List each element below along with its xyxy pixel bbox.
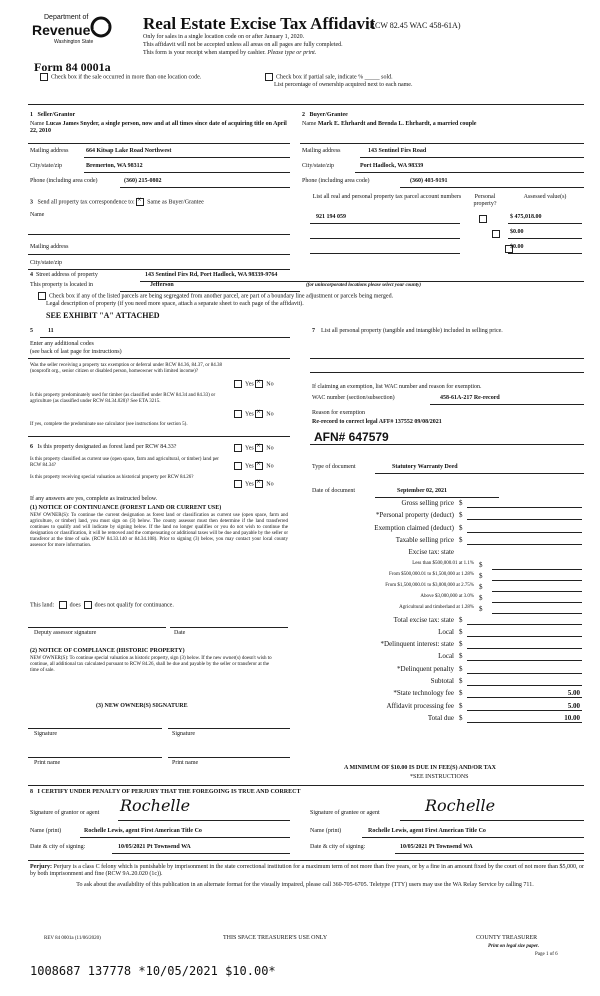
- county-treasurer-label: COUNTY TREASURER: [476, 935, 538, 941]
- fee-row: [312, 511, 582, 521]
- fee-label: Total excise tax: state: [393, 615, 454, 624]
- fee-entry-line: [467, 544, 582, 545]
- fee-label: Gross selling price: [401, 499, 454, 507]
- buyer-city-label: City/state/zip: [302, 163, 334, 169]
- this-land-label: This land:: [30, 602, 55, 609]
- fee-label: *State technology fee: [393, 689, 454, 698]
- legal-description-label: Legal description of property (if you need more space, attach a separate sheet to each page of the affidavit).: [46, 301, 304, 307]
- timber-no-checkbox[interactable]: [255, 410, 263, 418]
- timber-yes-checkbox[interactable]: [234, 410, 242, 418]
- ownership-percentage-note: List percentage of ownership acquired next to each name.: [274, 82, 413, 88]
- header-note-1: Only for sales in a single location code on or after January 1, 2020.: [143, 34, 305, 40]
- seller-mailing-label: Mailing address: [30, 148, 69, 154]
- fee-dollar-sign: $: [459, 499, 463, 507]
- see-last-page: (see back of last page for instructions): [30, 349, 122, 355]
- grantor-print-name[interactable]: Rochelle Lewis, agent First American Title Co: [84, 828, 202, 834]
- fee-row: [312, 628, 582, 638]
- header-note-3-italic: Please type or print.: [267, 50, 317, 56]
- fee-entry-line: [467, 710, 582, 711]
- document-date[interactable]: September 02, 2021: [397, 488, 448, 494]
- buyer-mailing-label: Mailing address: [302, 148, 341, 154]
- fee-dollar-sign: $: [459, 523, 463, 532]
- section8-number: 8: [30, 789, 33, 795]
- grantor-signature: Rochelle: [120, 796, 191, 815]
- historic-yes-no[interactable]: [234, 480, 274, 488]
- fee-entry-line: [467, 660, 582, 661]
- fee-label: Less than $500,000.01 at 1.1%: [412, 560, 474, 566]
- exemption-no-label: No: [266, 381, 274, 388]
- buyer-mailing[interactable]: 143 Sentinel Firs Road: [368, 148, 427, 154]
- fee-dollar-sign: $: [459, 677, 463, 685]
- historic-no-checkbox[interactable]: [255, 480, 263, 488]
- section5-number: 5: [30, 328, 33, 334]
- forest-question: Is this property designated as forest land per RCW 84.33?: [37, 444, 177, 450]
- seller-name: Lucas James Snyder, a single person, now and at all times since date of acquiring title on April 22, 2010: [30, 121, 287, 134]
- fee-row: [312, 714, 582, 724]
- fee-dollar-sign: $: [479, 593, 483, 602]
- grantee-date-city[interactable]: 10/05/2021 Pt Townsend WA: [400, 844, 473, 850]
- historic-yes-checkbox[interactable]: [234, 480, 242, 488]
- forest-yes-checkbox[interactable]: [234, 444, 242, 452]
- grantor-date-label: Date & city of signing:: [30, 844, 86, 850]
- fee-dollar-sign: $: [459, 652, 463, 661]
- fee-label: Above $3,000,000 at 3.0%: [420, 593, 474, 599]
- dor-logo-revenue: Revenue: [32, 22, 91, 38]
- grantee-signature: Rochelle: [425, 796, 496, 815]
- fee-entry-line: [492, 613, 582, 614]
- notice-continuance-body: NEW OWNER(S): To continue the current designation as forest land or classification as current use (open space, farm and agriculture, or timber) land, you must sign on (3) below. The county assessor must then determine if the land transferred continues to qualify and will indicate by signing below. If the land no longer qualifies or you do not wish to continue the designation or classification, it will be removed and the compensating or additional taxes will be due and payable by the seller or transferor at the time of sale. (RCW 84.33.140 or 84.34.108). Prior to signing (3) below, you may contact your local county assessor for more information.: [30, 513, 288, 548]
- document-type-label: Type of document: [312, 464, 356, 470]
- section7-number: 7: [312, 328, 315, 334]
- parcel-header-personal: Personal property?: [473, 194, 497, 207]
- new-owner-signature-title: (3) NEW OWNER(S) SIGNATURE: [96, 703, 188, 709]
- section5-code[interactable]: 11: [48, 328, 54, 334]
- fee-label: Taxable selling price: [395, 535, 454, 544]
- fee-row: [312, 536, 582, 546]
- fee-entry-line: [492, 602, 582, 603]
- corr-mailing-label: Mailing address: [30, 244, 69, 250]
- wac-number-label: WAC number (section/subsection): [312, 395, 395, 401]
- fee-label: Excise tax: state: [408, 548, 454, 557]
- alternate-format-note: To ask about the availability of this publication in an alternate format for the visually impaired, please call 360-705-6705. Teletype (TTY) users may use the WA Relay Service by calling 711.: [76, 882, 534, 888]
- exemption-reason-label: Reason for exemption: [312, 410, 365, 416]
- county-note-text: (for unincorporated locations please select your county): [306, 283, 421, 288]
- fee-row: [312, 689, 582, 699]
- exemption-wac-intro: If claiming an exemption, list WAC number and reason for exemption.: [312, 384, 482, 390]
- segregated-checkbox[interactable]: [38, 292, 46, 300]
- property-address-row: [30, 272, 98, 279]
- exemption-no-checkbox[interactable]: [255, 380, 263, 388]
- timber-yes-no[interactable]: [234, 410, 274, 418]
- correspondence-row: [30, 198, 204, 206]
- multi-location-checkbox-row[interactable]: [40, 73, 201, 81]
- partial-sale-suffix: sold.: [381, 74, 393, 81]
- fee-label: From $1,500,000.01 to $3,000,000 at 2.75%: [385, 582, 474, 588]
- notice-compliance-title: (2) NOTICE OF COMPLIANCE (HISTORIC PROPERTY): [30, 648, 185, 654]
- dor-logo-swirl-icon: [90, 16, 112, 38]
- seller-name-label: Name: [30, 121, 45, 127]
- fee-row: [312, 652, 582, 662]
- exhibit-a-note: SEE EXHIBIT "A" ATTACHED: [46, 311, 160, 320]
- buyer-name: Mark E. Ehrhardt and Brenda L. Ehrhardt, a married couple: [317, 121, 477, 127]
- parcel-header-accounts: List all real and personal property tax parcel account numbers: [312, 194, 462, 200]
- perjury-text: Perjury is a class C felony which is punishable by imprisonment in the state correctional institution for a maximum term of not more than five years, or by a fine in an amount fixed by the court of not more than $5,000, or by both imprisonment and fine (RCW 9A.20.020 (1c)).: [30, 864, 585, 877]
- exemption-yes-no[interactable]: [234, 380, 274, 388]
- fee-entry-line: [492, 569, 582, 570]
- buyer-name-field[interactable]: [302, 121, 582, 128]
- same-as-buyer-checkbox[interactable]: [136, 198, 144, 206]
- page-number: Page 1 of 6: [535, 952, 558, 957]
- fee-label: *Delinquent penalty: [397, 664, 454, 673]
- fee-label: Exemption claimed (deduct): [374, 523, 454, 532]
- buyer-phone[interactable]: (360) 403-9191: [410, 178, 448, 184]
- fee-row: [312, 605, 582, 615]
- fee-entry-line: [467, 532, 582, 533]
- fee-entry-line: [467, 697, 582, 698]
- current-use-yes-label: Yes: [245, 463, 254, 470]
- additional-codes-label: Enter any additional codes: [30, 341, 94, 347]
- forest-yes-label: Yes: [245, 445, 254, 452]
- fee-label: *Personal property (deduct): [375, 511, 454, 520]
- perjury-label: Perjury:: [30, 864, 52, 870]
- parcel-row-2-personal-checkbox[interactable]: [492, 230, 500, 238]
- grantee-print-name[interactable]: Rochelle Lewis, agent First American Title Co: [368, 828, 486, 834]
- parcel-row-1-personal-checkbox[interactable]: [479, 215, 487, 223]
- current-use-no-checkbox[interactable]: [255, 462, 263, 470]
- exemption-reason[interactable]: Re-record to correct legal AFF# 137552 09/08/2021: [312, 419, 442, 425]
- fee-dollar-sign: $: [459, 664, 463, 673]
- owner-signature-label-2: Signature: [172, 731, 195, 737]
- land-does-label: does: [69, 602, 81, 609]
- fee-dollar-sign: $: [459, 713, 463, 722]
- seller-name-field[interactable]: [30, 121, 290, 135]
- fee-entry-line: [467, 685, 582, 686]
- minimum-fee-note: A MINIMUM OF $10.00 IS DUE IN FEE(S) AND/OR TAX: [344, 765, 496, 771]
- fee-row: [312, 572, 582, 582]
- fee-row: [312, 583, 582, 593]
- current-use-yes-checkbox[interactable]: [234, 462, 242, 470]
- fee-label: Local: [438, 627, 454, 636]
- county-note: [306, 283, 421, 289]
- form-number: Form 84 0001a: [34, 60, 111, 74]
- dor-logo-dept: Department of: [44, 14, 89, 21]
- certify-row: [30, 789, 300, 796]
- deputy-date-label: Date: [174, 630, 186, 636]
- form-title: Real Estate Excise Tax Affidavit: [143, 14, 376, 33]
- seller-city[interactable]: Bremerton, WA 98312: [86, 163, 143, 169]
- corr-name-label: Name: [30, 212, 45, 218]
- fee-row: [312, 524, 582, 534]
- partial-sale-checkbox-row[interactable]: Check box if partial sale, indicate % _____ sold.: [265, 73, 393, 81]
- dor-logo: [32, 14, 116, 54]
- land-does-checkbox[interactable]: [59, 601, 67, 609]
- timber-question: Is this property predominately used for timber (as classified under RCW 84.34 and 84.33) or agriculture (as classified under RCW 84.34.020)? See ETA 3215.: [30, 393, 216, 404]
- current-use-question: Is this property classified as current use (open space, farm and agricultural, or timber) land per RCW 84.34?: [30, 457, 219, 468]
- fee-row: [312, 561, 582, 571]
- buyer-number: 2: [302, 112, 305, 118]
- fee-entry-line: [467, 507, 582, 508]
- fee-row: [312, 616, 582, 626]
- personal-property-row: [312, 328, 582, 335]
- if-yes-note: If any answers are yes, complete as instructed below.: [30, 496, 158, 502]
- property-address-label: Street address of property: [36, 272, 98, 278]
- partial-sale-checkbox[interactable]: [265, 73, 273, 81]
- grantee-name-label: Name (print): [310, 828, 342, 834]
- historic-question: Is this property receiving special valuation as historical property per RCW 84.26?: [30, 475, 194, 480]
- fee-dollar-sign: $: [459, 511, 463, 520]
- corr-city-label: City/state/zip: [30, 260, 62, 266]
- fee-label: From $500,000.01 to $1,500,000 at 1.28%: [389, 571, 474, 577]
- exemption-yes-label: Yes: [245, 381, 254, 388]
- fee-value[interactable]: 10.00: [564, 713, 580, 722]
- current-use-yes-no[interactable]: [234, 462, 274, 470]
- fee-row: [312, 594, 582, 604]
- treasurer-use-note: THIS SPACE TREASURER'S USE ONLY: [223, 935, 328, 941]
- historic-no-label: No: [266, 481, 274, 488]
- fee-label: Total due: [427, 713, 454, 722]
- fee-entry-line: [467, 624, 582, 625]
- seller-label: Seller/Grantor: [37, 112, 76, 118]
- fee-dollar-sign: $: [459, 615, 463, 624]
- fee-dollar-sign: $: [479, 560, 483, 569]
- header-note-2: This affidavit will not be accepted unless all areas on all pages are fully completed.: [143, 42, 343, 48]
- fee-dollar-sign: $: [459, 701, 463, 710]
- fee-dollar-sign: $: [459, 689, 463, 698]
- historic-yes-label: Yes: [245, 481, 254, 488]
- parcel-row-1-account[interactable]: 921 194 059: [316, 214, 346, 220]
- fee-label: Affidavit processing fee: [386, 701, 454, 710]
- this-land-row: [30, 601, 174, 609]
- document-type[interactable]: Statutory Warranty Deed: [392, 464, 458, 470]
- located-in-label: This property is located in: [30, 282, 93, 288]
- fee-row: [312, 499, 582, 509]
- fee-dollar-sign: $: [459, 627, 463, 636]
- seller-city-label: City/state/zip: [30, 163, 62, 169]
- buyer-heading: [302, 112, 348, 119]
- personal-property-label: List all personal property (tangible and intangible) included in selling price.: [321, 328, 503, 334]
- fee-row: [312, 640, 582, 650]
- grantee-date-label: Date & city of signing:: [310, 844, 366, 850]
- buyer-city[interactable]: Port Hadlock, WA 98339: [360, 163, 424, 169]
- segregated-label: Check box if any of the listed parcels are being segregated from another parcel, are part of a boundary line adjustment or parcels being merged.: [49, 293, 394, 300]
- buyer-label: Buyer/Grantee: [309, 112, 348, 118]
- partial-sale-label: Check box if partial sale, indicate %: [276, 74, 364, 81]
- header-note-3: [143, 50, 316, 57]
- parcel-row-3-value[interactable]: $0.00: [510, 244, 524, 250]
- forest-no-label: No: [266, 445, 274, 452]
- fee-dollar-sign: $: [479, 582, 483, 591]
- form-rcw: (RCW 82.45 WAC 458-61A): [367, 21, 461, 30]
- certify-text: I CERTIFY UNDER PENALTY OF PERJURY THAT THE FOREGOING IS TRUE AND CORRECT: [37, 789, 301, 795]
- fee-label: Local: [438, 652, 454, 661]
- seller-mailing[interactable]: 664 Kitsap Lake Road Northwest: [86, 148, 172, 154]
- grantor-date-city[interactable]: 10/05/2021 Pt Townsend WA: [118, 844, 191, 850]
- fee-dollar-sign: $: [479, 604, 483, 613]
- fee-entry-line: [492, 580, 582, 581]
- fee-entry-line: [467, 673, 582, 674]
- fee-entry-line: [467, 648, 582, 649]
- forest-question-row: [30, 444, 176, 451]
- fee-row: [312, 665, 582, 675]
- timber-no-label: No: [266, 411, 274, 418]
- parcel-row-2-value[interactable]: $0.00: [510, 229, 524, 235]
- parcel-header-assessed: Assessed value(s): [523, 194, 567, 200]
- cashier-stamp: 1008687 137778 *10/05/2021 $10.00*: [30, 964, 276, 978]
- fee-value[interactable]: 5.00: [567, 689, 580, 698]
- exemption-yes-checkbox[interactable]: [234, 380, 242, 388]
- segregated-checkbox-row[interactable]: [38, 292, 393, 300]
- seller-phone[interactable]: (360) 215-0802: [124, 178, 162, 184]
- wac-number[interactable]: 458-61A-217 Re-record: [440, 395, 500, 401]
- parcel-row-1-value[interactable]: $ 475,018.00: [510, 214, 542, 220]
- document-date-label: Date of document: [312, 488, 355, 494]
- legal-size-text: Print on legal size paper.: [488, 944, 539, 949]
- land-does-not-label: does not qualify for continuance.: [94, 602, 174, 609]
- county[interactable]: Jefferson: [150, 282, 174, 288]
- current-use-no-label: No: [266, 463, 274, 470]
- grantee-signature-label: Signature of grantee or agent: [310, 810, 380, 816]
- same-as-buyer-label: Same as Buyer/Grantee: [147, 199, 204, 206]
- revision-code: REV 84 0001a (11/06/2020): [44, 936, 101, 941]
- correspondence-label: Send all property tax correspondence to:: [37, 199, 135, 206]
- seller-number: 1: [30, 112, 33, 118]
- forest-yes-no[interactable]: [234, 444, 274, 452]
- fee-entry-line: [492, 591, 582, 592]
- fee-value[interactable]: 5.00: [567, 701, 580, 710]
- fee-label: Subtotal: [430, 677, 454, 685]
- property-address[interactable]: 143 Sentinel Firs Rd, Port Hadlock, WA 98339-9764: [145, 272, 278, 278]
- owner-print-name-label-1: Print name: [34, 760, 61, 766]
- fee-entry-line: [467, 519, 582, 520]
- fee-row: [312, 548, 582, 558]
- timber-yes-label: Yes: [245, 411, 254, 418]
- predominate-use-note: If yes, complete the predominate use calculator (see instructions for section 5).: [30, 422, 188, 427]
- forest-no-checkbox[interactable]: [255, 444, 263, 452]
- fee-dollar-sign: $: [479, 571, 483, 580]
- fee-row: [312, 677, 582, 687]
- buyer-name-label: Name: [302, 121, 317, 127]
- fee-row: [312, 702, 582, 712]
- multi-location-checkbox[interactable]: [40, 73, 48, 81]
- seller-heading: [30, 112, 75, 119]
- perjury-block: [30, 864, 584, 878]
- notice-continuance-title: (1) NOTICE OF CONTINUANCE (FOREST LAND OR CURRENT USE): [30, 505, 222, 511]
- fee-entry-line: [467, 636, 582, 637]
- fee-entry-line: [467, 722, 582, 723]
- dor-logo-state: Washington State: [54, 39, 94, 45]
- see-instructions-note: *SEE INSTRUCTIONS: [410, 774, 469, 780]
- grantor-signature-label: Signature of grantor or agent: [30, 810, 100, 816]
- section3-number: 3: [30, 199, 33, 206]
- exemption-question: Was the seller receiving a property tax exemption or deferral under RCW 84.36, 84.37, or 84.38 (nonprofit org., senior citizen or disabled person, homeowner with limited income)?: [30, 363, 222, 374]
- header-note-3-text: This form is your receipt when stamped by cashier.: [143, 50, 266, 56]
- section6-number: 6: [30, 444, 33, 450]
- grantor-name-label: Name (print): [30, 828, 62, 834]
- section4-number: 4: [30, 272, 33, 278]
- fee-label: Agricultural and timberland at 1.28%: [399, 604, 474, 610]
- legal-size-note: [488, 944, 539, 950]
- owner-signature-label-1: Signature: [34, 731, 57, 737]
- fee-dollar-sign: $: [459, 640, 463, 649]
- fee-label: *Delinquent interest: state: [380, 640, 454, 649]
- afn-number: AFN# 647579: [314, 430, 389, 444]
- buyer-phone-label: Phone (including area code): [302, 178, 370, 184]
- land-does-not-checkbox[interactable]: [84, 601, 92, 609]
- seller-phone-label: Phone (including area code): [30, 178, 98, 184]
- owner-print-name-label-2: Print name: [172, 760, 199, 766]
- fee-dollar-sign: $: [459, 535, 463, 544]
- deputy-signature-label: Deputy assessor signature: [34, 630, 97, 636]
- multi-location-label: Check box if the sale occurred in more than one location code.: [51, 74, 202, 81]
- notice-compliance-body: NEW OWNER(S): To continue special valuation as historic property, sign (3) below. If the new owner(s) doesn't wish to continue, all additional tax calculated pursuant to RCW 84.26, shall be due and payable by the seller or transferor at the time of sale.: [30, 656, 272, 673]
